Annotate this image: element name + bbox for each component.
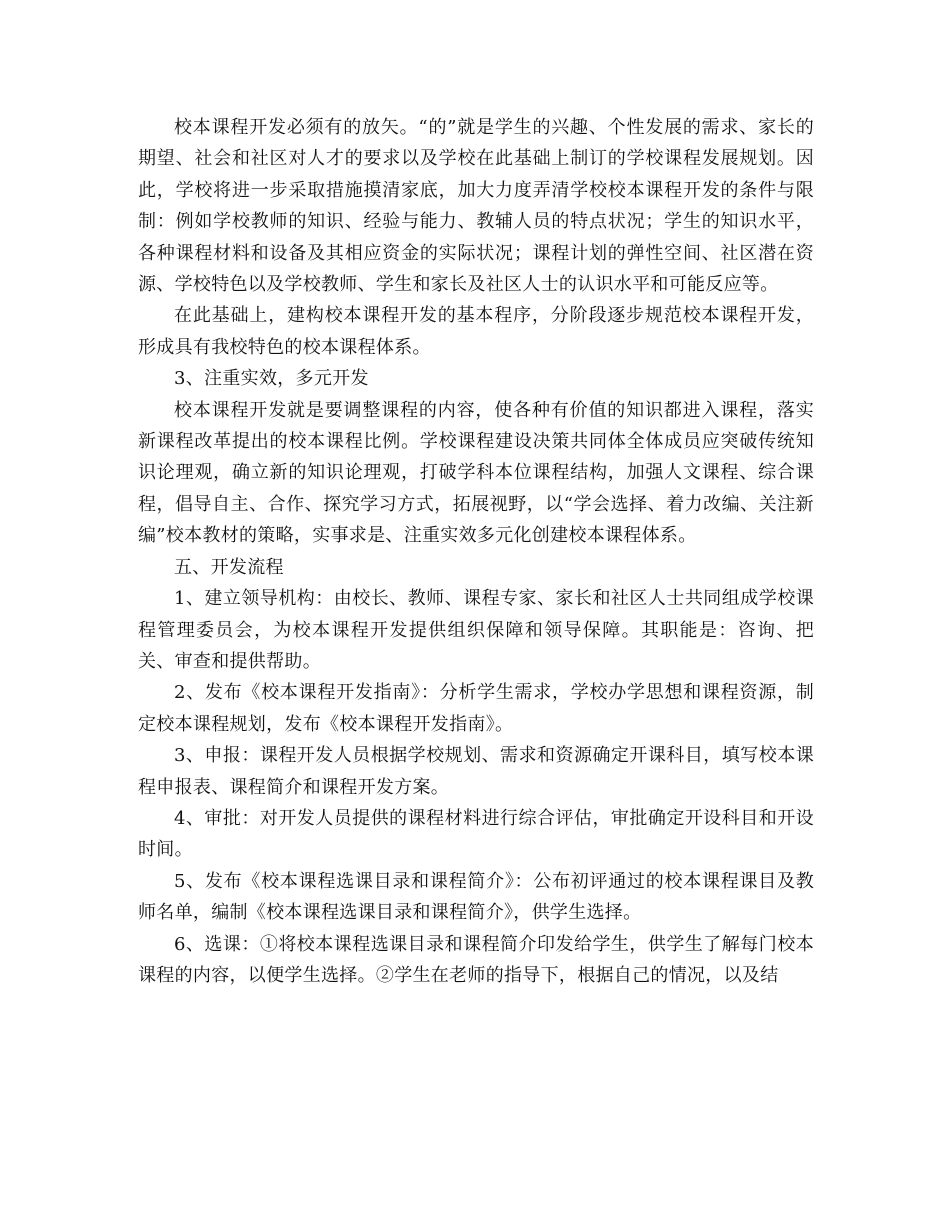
paragraph-procedure-foundation: 在此基础上，建构校本课程开发的基本程序，分阶段逐步规范校本课程开发，形成具有我校特色的校本课程体系。 — [138, 305, 814, 358]
paragraph-step-publish-catalog: 5、发布《校本课程选课目录和课程简介》：公布初评通过的校本课程课目及教师名单，编制《校本课程选课目录和课程简介》，供学生选择。 — [138, 870, 814, 924]
paragraph-step-leadership: 1、建立领导机构：由校长、教师、课程专家、家长和社区人士共同组成学校课程管理委员会，为校本课程开发提供组织保障和领导保障。其职能是：咨询、把关、审查和提供帮助。 — [138, 588, 814, 672]
paragraph-adjust-course-content: 校本课程开发就是要调整课程的内容，使各种有价值的知识都进入课程，落实新课程改革提出的校本课程比例。学校课程建设决策共同体全体成员应突破传统知识论理观，确立新的知识论理观，打破学科本位课程结构，加强人文课程、综合课程，倡导自主、合作、探究学习方式，拓展视野，以“学会选择、着力改编、关注新编”校本教材的策略，实事求是、注重实效多元化创建校本课程体系。 — [138, 399, 814, 547]
document-body — [138, 112, 814, 991]
heading-focus-on-effectiveness: 3、注重实效，多元开发 — [174, 368, 369, 390]
heading-development-process: 五、开发流程 — [174, 556, 284, 578]
paragraph-step-course-selection: 6、选课：①将校本课程选课目录和课程简介印发给学生，供学生了解每门校本课程的内容，以便学生选择。②学生在老师的指导下，根据自己的情况，以及结 — [138, 933, 814, 986]
paragraph-step-application: 3、申报：课程开发人员根据学校规划、需求和资源确定开课科目，填写校本课程申报表、课程简介和课程开发方案。 — [138, 745, 814, 798]
paragraph-needs-analysis: 校本课程开发必须有的放矢。“的”就是学生的兴趣、个性发展的需求、家长的期望、社会和社区对人才的要求以及学校在此基础上制订的学校课程发展规划。因此，学校将进一步采取措施摸清家底，加大力度弄清学校校本课程开发的条件与限制：例如学校教师的知识、经验与能力、教辅人员的特点状况；学生的知识水平，各种课程材料和设备及其相应资金的实际状况；课程计划的弹性空间、社区潜在资源、学校特色以及学校教师、学生和家长及社区人士的认识水平和可能反应等。 — [138, 117, 814, 296]
paragraph-step-approval: 4、审批：对开发人员提供的课程材料进行综合评估，审批确定开设科目和开设时间。 — [138, 807, 814, 861]
paragraph-step-publish-guide: 2、发布《校本课程开发指南》：分析学生需求，学校办学思想和课程资源，制定校本课程规划，发布《校本课程开发指南》。 — [138, 682, 814, 735]
